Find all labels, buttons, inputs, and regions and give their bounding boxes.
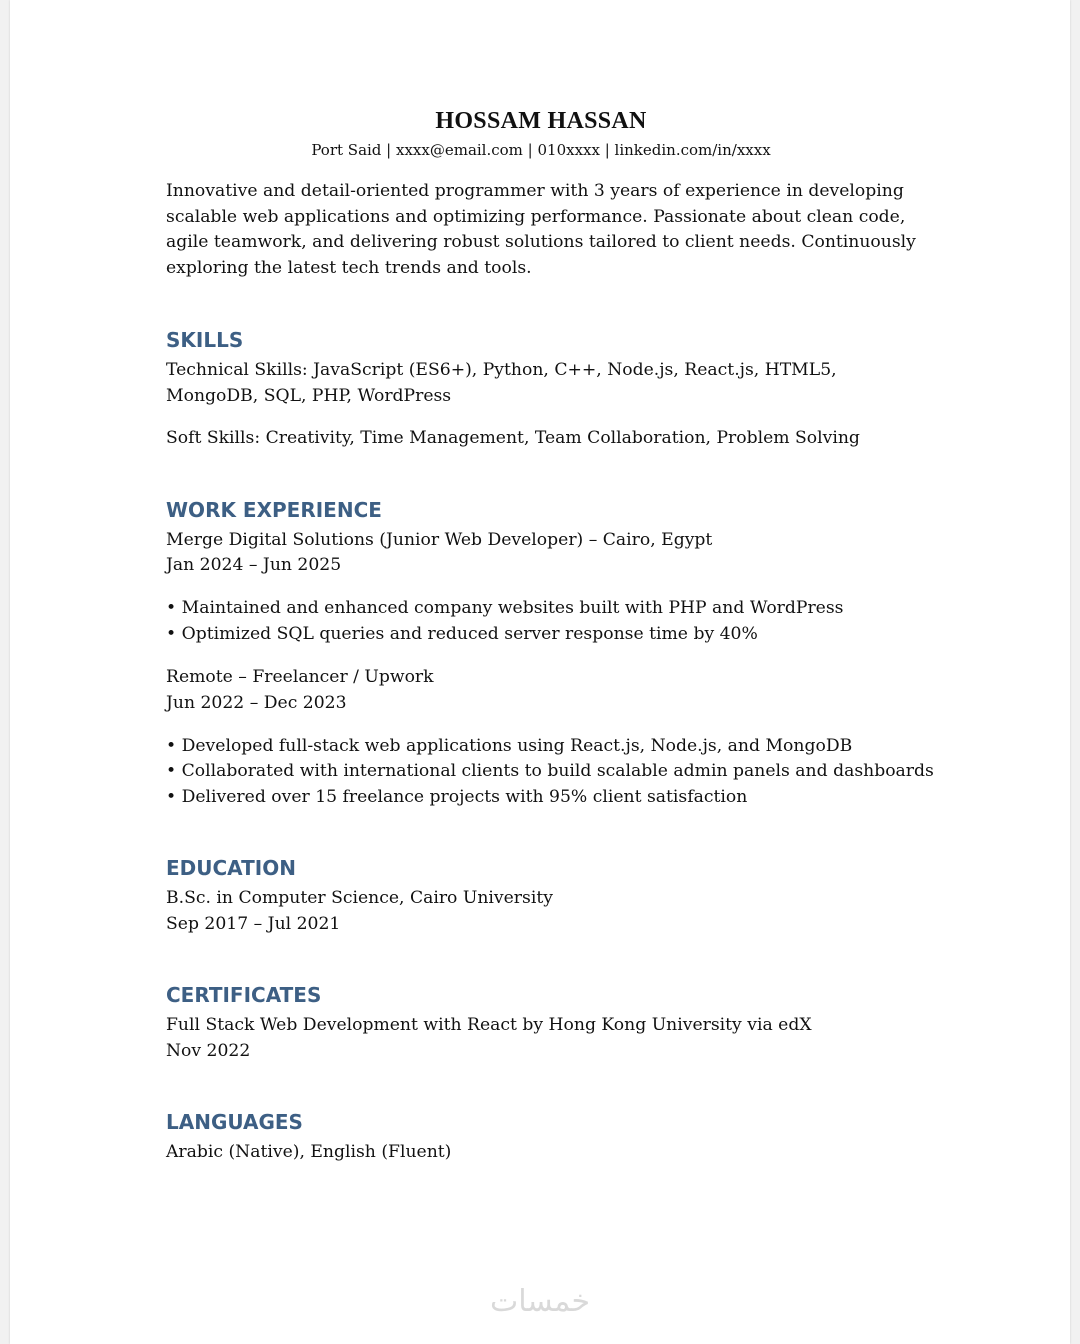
job-bullet: • Collaborated with international clients to build scalable admin panels and dashboards <box>166 759 916 785</box>
candidate-name: HOSSAM HASSAN <box>435 108 647 134</box>
certificates-heading: CERTIFICATES <box>166 983 322 1007</box>
languages-heading: LANGUAGES <box>166 1110 303 1134</box>
education-degree: B.Sc. in Computer Science, Cairo University <box>166 888 553 908</box>
job-bullet: • Delivered over 15 freelance projects with 95% client satisfaction <box>166 785 916 811</box>
certificate-name: Full Stack Web Development with React by Hong Kong University via edX <box>166 1015 812 1035</box>
job-bullet: • Optimized SQL queries and reduced server response time by 40% <box>166 622 916 648</box>
job-bullet: • Developed full-stack web applications using React.js, Node.js, and MongoDB <box>166 734 916 760</box>
certificate-date: Nov 2022 <box>166 1041 251 1061</box>
education-dates: Sep 2017 – Jul 2021 <box>166 914 341 934</box>
education-heading: EDUCATION <box>166 856 296 880</box>
job-dates: Jun 2022 – Dec 2023 <box>166 693 347 713</box>
job-dates: Jan 2024 – Jun 2025 <box>166 555 342 575</box>
job-title: Remote – Freelancer / Upwork <box>166 667 434 687</box>
skills-heading: SKILLS <box>166 328 244 352</box>
technical-skills: Technical Skills: JavaScript (ES6+), Python, C++, Node.js, React.js, HTML5, MongoDB, SQL, PHP, WordPress <box>166 360 837 406</box>
resume-page <box>10 0 1070 1344</box>
khamsat-watermark: خمسات <box>489 1284 591 1319</box>
professional-summary: Innovative and detail-oriented programmer with 3 years of experience in developing scalable web applications and optimizing performance. Passionate about clean code, agile teamwork, and delivering robust solutions tailored to client needs. Continuously exploring the latest tech trends and tools. <box>166 181 916 278</box>
work-experience-heading: WORK EXPERIENCE <box>166 498 382 522</box>
job-bullet: • Maintained and enhanced company websites built with PHP and WordPress <box>166 596 916 622</box>
soft-skills: Soft Skills: Creativity, Time Management, Team Collaboration, Problem Solving <box>166 428 860 448</box>
contact-info: Port Said | xxxx@email.com | 010xxxx | linkedin.com/in/xxxx <box>311 141 771 159</box>
job-title: Merge Digital Solutions (Junior Web Developer) – Cairo, Egypt <box>166 530 713 550</box>
languages-list: Arabic (Native), English (Fluent) <box>166 1142 452 1162</box>
